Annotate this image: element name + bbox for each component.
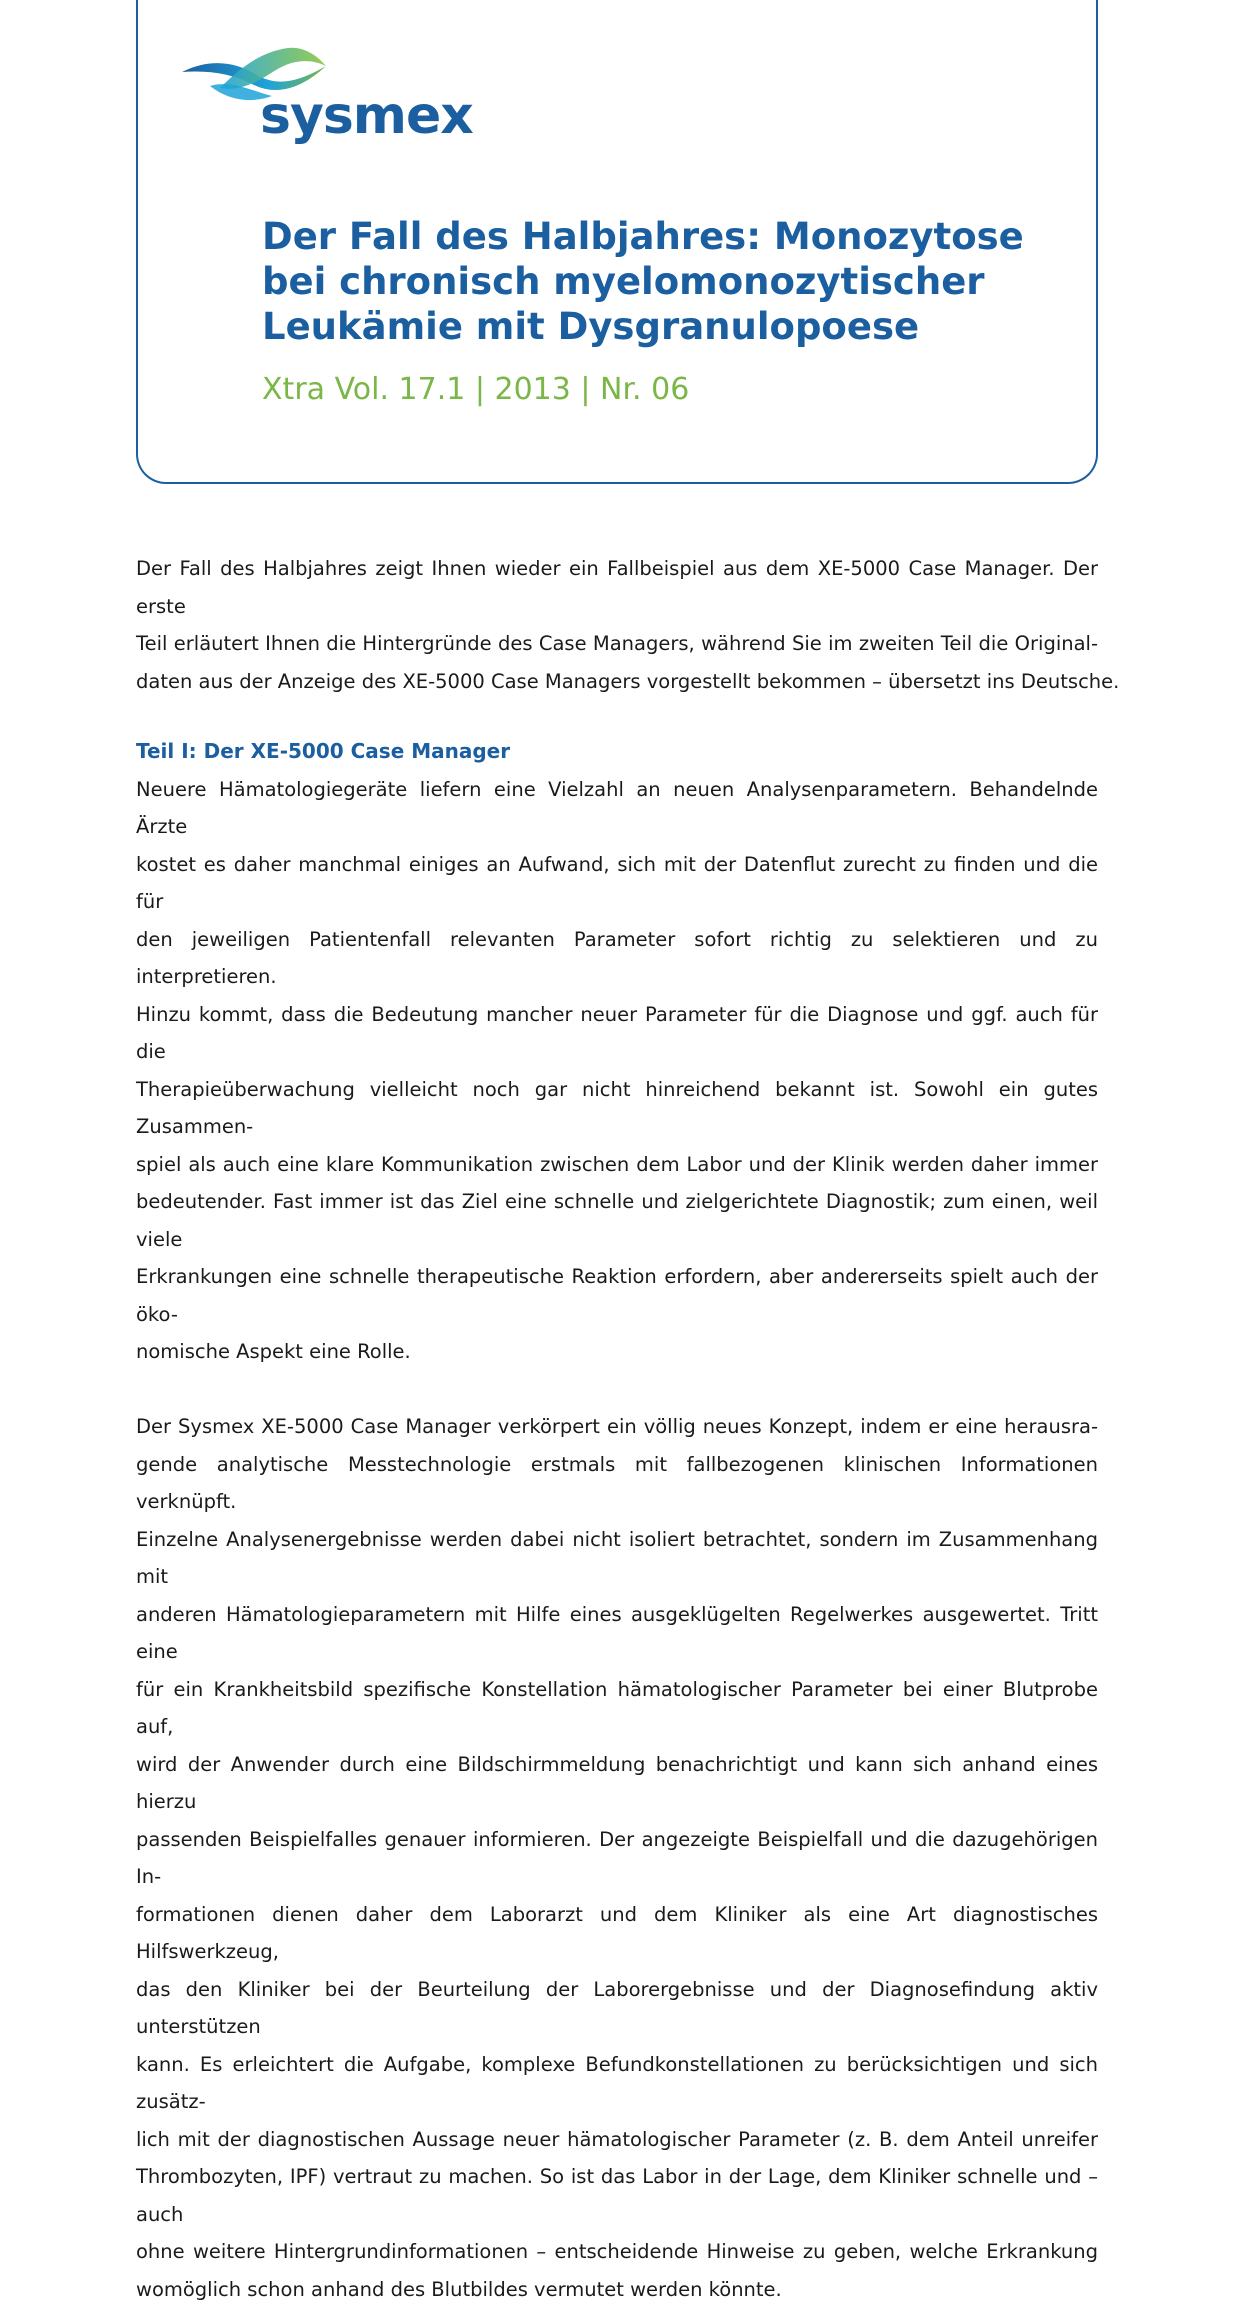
text-line: passenden Beispielfalles genauer informieren. Der angezeigte Beispielfall und die dazugehörigen In- (136, 1821, 1098, 1896)
body-paragraph (136, 1408, 1098, 2308)
text-line: Hinzu kommt, dass die Bedeutung mancher neuer Parameter für die Diagnose und ggf. auch für die (136, 996, 1098, 1071)
text-line: bedeutender. Fast immer ist das Ziel eine schnelle und zielgerichtete Diagnostik; zum einen, weil viele (136, 1183, 1098, 1258)
title-line: Leukämie mit Dysgranulopoese (262, 304, 1022, 349)
text-line: daten aus der Anzeige des XE-5000 Case Managers vorgestellt bekommen – übersetzt ins Deutsche. (136, 663, 1098, 701)
text-line: Einzelne Analysenergebnisse werden dabei nicht isoliert betrachtet, sondern im Zusammenhang mit (136, 1521, 1098, 1596)
text-line: womöglich schon anhand des Blutbildes vermutet werden könnte. (136, 2271, 1098, 2308)
text-line: wird der Anwender durch eine Bildschirmmeldung benachrichtigt und kann sich anhand eines hierzu (136, 1746, 1098, 1821)
text-line: den jeweiligen Patientenfall relevanten Parameter sofort richtig zu selektieren und zu interpretieren. (136, 921, 1098, 996)
body-paragraph (136, 771, 1098, 1371)
text-line: Therapieüberwachung vielleicht noch gar nicht hinreichend bekannt ist. Sowohl ein gutes Zusammen- (136, 1071, 1098, 1146)
text-line: anderen Hämatologieparametern mit Hilfe eines ausgeklügelten Regelwerkes ausgewertet. Tritt eine (136, 1596, 1098, 1671)
text-line: kann. Es erleichtert die Aufgabe, komplexe Befundkonstellationen zu berücksichtigen und sich zusätz- (136, 2046, 1098, 2121)
page-title (262, 214, 1022, 349)
text-line: spiel als auch eine klare Kommunikation zwischen dem Labor und der Klinik werden daher immer (136, 1146, 1098, 1184)
title-line: Der Fall des Halbjahres: Monozytose (262, 214, 1022, 259)
issue-info: Xtra Vol. 17.1 | 2013 | Nr. 06 (262, 372, 689, 407)
logo-wordmark: sysmex (260, 90, 473, 142)
text-line: Der Sysmex XE-5000 Case Manager verkörpert ein völlig neues Konzept, indem er eine herausra- (136, 1408, 1098, 1446)
text-line: Neuere Hämatologiegeräte liefern eine Vielzahl an neuen Analysenparametern. Behandelnde Ärzte (136, 771, 1098, 846)
section-heading: Teil I: Der XE-5000 Case Manager (136, 733, 1098, 771)
text-line: Teil erläutert Ihnen die Hintergründe des Case Managers, während Sie im zweiten Teil die Original- (136, 625, 1098, 663)
intro-paragraph (136, 550, 1098, 700)
text-line: gende analytische Messtechnologie erstmals mit fallbezogenen klinischen Informationen verknüpft. (136, 1446, 1098, 1521)
article-body (136, 550, 1098, 2308)
text-line: Der Fall des Halbjahres zeigt Ihnen wieder ein Fallbeispiel aus dem XE-5000 Case Manager. Der erste (136, 550, 1098, 625)
paragraph-spacer (136, 1371, 1098, 1409)
title-line: bei chronisch myelomonozytischer (262, 259, 1022, 304)
text-line: formationen dienen daher dem Laborarzt und dem Kliniker als eine Art diagnostisches Hilfswerkzeug, (136, 1896, 1098, 1971)
text-line: für ein Krankheitsbild spezifische Konstellation hämatologischer Parameter bei einer Blutprobe auf, (136, 1671, 1098, 1746)
text-line: das den Kliniker bei der Beurteilung der Laborergebnisse und der Diagnosefindung aktiv unterstützen (136, 1971, 1098, 2046)
sysmex-logo (180, 44, 480, 144)
text-line: lich mit der diagnostischen Aussage neuer hämatologischer Parameter (z. B. dem Anteil unreifer (136, 2121, 1098, 2159)
text-line: kostet es daher manchmal einiges an Aufwand, sich mit der Datenflut zurecht zu finden und die für (136, 846, 1098, 921)
text-line: Thrombozyten, IPF) vertraut zu machen. So ist das Labor in der Lage, dem Kliniker schnelle und – auch (136, 2158, 1098, 2233)
text-line: ohne weitere Hintergrundinformationen – entscheidende Hinweise zu geben, welche Erkrankung (136, 2233, 1098, 2271)
text-line: Erkrankungen eine schnelle therapeutische Reaktion erfordern, aber andererseits spielt auch der öko- (136, 1258, 1098, 1333)
text-line: nomische Aspekt eine Rolle. (136, 1333, 1098, 1371)
